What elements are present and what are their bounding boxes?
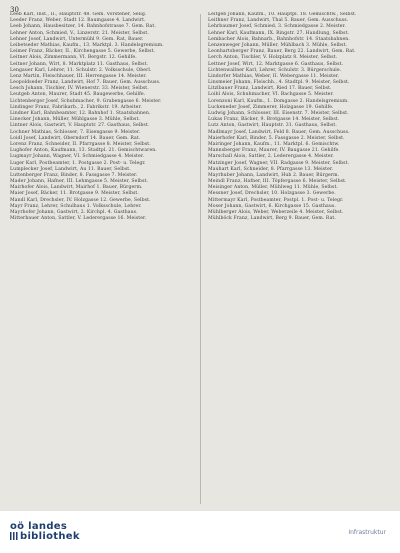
logo-line-1: oö landes [10, 521, 68, 532]
logo-line-2-text: bibliothek [20, 531, 80, 542]
directory-entry: Lochner Mathias, Schlosser, 7. Eisengasse 9. Meister. [10, 129, 141, 135]
directory-entry: Luger Karl, Postbeamter, 1. Postgasse 2. Post- u. Telegr. [10, 160, 146, 166]
directory-entry: Mittermayr Karl, Postbeamter, Postpl. 1. Post- u. Telegr. [208, 197, 344, 203]
directory-entry: Madlmayr Josef, Landwirt, Feld 8. Bauer, Gem. Ausschuss. [208, 129, 350, 135]
directory-entry: Maier Josef, Bäcker, 11. Brotgasse 9. Meister, Selbst. [10, 191, 139, 197]
directory-entry: Mayrhuber Johann, Landwirt, Hub 2. Bauer, Bürgerm. [208, 172, 340, 178]
directory-entry: Lichtenberger Josef, Schuhmacher, 9. Grabengasse 6. Meister. [10, 98, 162, 104]
directory-entry: Leutgeb Anton, Maurer, Stadt 45. Baugewerbe, Gehilfe. [10, 92, 146, 98]
directory-entry: Moser Johann, Gastwirt, 6. Kirchgasse 15. Gasthaus. [208, 203, 336, 209]
directory-entry: Lesch Johann, Tischler, IV. Wienerstr. 33. Meister, Selbst. [10, 86, 149, 92]
directory-entry: Mader Johann, Hafner, III. Lehmgasse 5. Meister, Selbst. [10, 179, 149, 185]
directory-entry: Linsmeier Johann, Fleischh., 4. Stadtpl. 9. Meister, Selbst. [208, 80, 350, 86]
directory-entry: Lembacher Alois, Bahnarb., Bahnhofstr. 14. Staatsbahnen. [208, 36, 350, 42]
directory-entry: Leeder Franz, Weber, Stadt 12. Baumgasse 4. Landwirt. [10, 18, 146, 24]
directory-entry: Mayrhofer Johann, Gastwirt, 2. Kirchpl. 4. Gasthaus. [10, 210, 138, 215]
directory-entry: Leopoldseder Franz, Landwirt, Hof 7. Bauer, Gem. Ausschuss. [10, 80, 161, 86]
directory-entry: Mühlböck Franz, Landwirt, Berg 9. Bauer, Gem. Rat. [208, 216, 336, 222]
directory-entry: Marschall Alois, Sattler, 2. Lederergasse 4. Meister. [208, 154, 334, 160]
directory-entry: Meindl Franz, Hafner, III. Töpfergasse 6. Meister, Selbst. [208, 179, 347, 185]
viewer-footer [0, 510, 400, 553]
directory-entry: Lindinger Franz, Fabrikarb., 2. Fabrikstr. 19. Arbeiter. [10, 104, 142, 110]
directory-entry: Leeb Karl, Inst., II., Hauptstr. 48. Gem. Vorsteher, Selig. [10, 12, 147, 17]
viewer-link[interactable]: Infrastruktur [348, 529, 386, 536]
directory-entry: Leitner Johann, Wirt, 8. Marktplatz 11. Gasthaus, Selbst. [10, 61, 149, 67]
logo-line-2 [10, 532, 80, 542]
directory-entry: Leonhartsberger Franz, Bauer, Berg 22. Landwirt, Gem. Rat. [208, 49, 356, 55]
directory-entry: Mandl Karl, Drechsler, IV. Holzgasse 12. Gewerbe, Selbst. [10, 197, 151, 203]
directory-entry: Lehner Karl, Kaufmann, IX. Ringstr. 27. Handlung, Selbst. [208, 30, 350, 36]
logo-bars-icon [10, 532, 18, 540]
directory-entry: Leibetseder Mathias, Kaufm., 13. Marktpl. 3. Handelsgremium. [10, 42, 164, 48]
directory-entry: Lichtenwallner Karl, Lehrer, Schulstr. 3. Bürgerschule. [208, 67, 342, 73]
directory-entry: Mannsberger Franz, Maurer, IV. Baugasse 21. Gehilfe. [208, 148, 340, 154]
directory-entry: Mairhofer Alois, Landwirt, Mairhof 1. Bauer, Bürgerm. [10, 185, 143, 191]
directory-entry: Linecker Johann, Müller, Mühlgasse 3. Mühle, Selbst. [10, 117, 140, 123]
directory-entry: Lerch Anton, Tischler, V. Holzplatz 8. Meister, Selbst. [208, 55, 338, 61]
directory-entry: Lehner Josef, Landwirt, Untermühl 9. Gem. Rat, Bauer. [10, 36, 144, 42]
directory-entry: Lettner Josef, Wirt, 12. Marktgasse 6. Gasthaus, Selbst. [208, 61, 344, 67]
directory-entry: Mühlberger Alois, Weber, Weberzeile 4. Meister, Selbst. [208, 210, 344, 215]
directory-entry: Lughofer Anton, Kaufmann, 13. Stadtpl. 21. Gemischtwaren. [10, 148, 157, 154]
directory-entry: Lorenz Franz, Schneider, II. Pfarrgasse 8. Meister, Selbst. [10, 141, 151, 147]
directory-entry: Lehner Anton, Schmied, V., Linzerstr. 21. Meister, Selbst. [10, 30, 149, 36]
directory-entry: Litzlbauer Franz, Landwirt, Ried 17. Bauer, Selbst. [208, 86, 332, 92]
directory-entry: Matzinger Josef, Wagner, VII. Radgasse 9. Meister, Selbst. [208, 160, 350, 166]
page-number: 30 [10, 6, 19, 14]
directory-entry: Lutz Anton, Gastwirt, Hauptstr. 31. Gasthaus, Selbst. [208, 123, 337, 129]
directory-entry: Mitterbauer Anton, Sattler, V. Lederergasse 16. Meister. [10, 216, 147, 222]
directory-entry: Lumplecker Josef, Landwirt, Au 11. Bauer, Selbst. [10, 166, 131, 172]
directory-entry: Leitner Alois, Zimmermann, VI. Bergstr. 12. Gehilfe. [10, 55, 137, 61]
directory-entry: Lehrbaumer Josef, Schmied, 3. Schmiedgasse 2. Meister. [208, 24, 346, 30]
column-divider [200, 14, 201, 504]
directory-entry: Lenz Martin, Fleischhauer, III. Herrengasse 14. Meister. [10, 73, 147, 79]
directory-entry: Lintner Alois, Gastwirt, V. Hauptstr. 27. Gasthaus, Selbst. [10, 123, 150, 129]
directory-entry: Mauhart Karl, Schneider, 8. Pfarrgasse 13. Meister. [208, 166, 334, 172]
directory-entry: Maierhofer Karl, Binder, 5. Fassgasse 2. Meister, Selbst. [208, 135, 345, 141]
directory-entry: Leeb Johann, Hausbesitzer, 14. Bahnhofstrasse 7. Gem. Rat. [10, 24, 156, 30]
directory-entry: Meisinger Anton, Müller, Mühlweg 11. Mühle, Selbst. [208, 185, 338, 191]
directory-entry: Lorenzoni Karl, Kaufm., 1. Domgasse 2. Handelsgremium. [208, 98, 349, 104]
directory-entry: Lukas Franz, Bäcker, 9. Brotgasse 14. Meister, Selbst. [208, 117, 340, 123]
directory-entry: Lenzenweger Johann, Müller, Mühlbach 3. Mühle, Selbst. [208, 42, 348, 48]
left-column [10, 12, 192, 506]
directory-entry: Lindorfer Mathias, Weber, II. Webergasse 11. Meister. [208, 73, 340, 79]
directory-entry: Mayr Franz, Lehrer, Schulhaus 1. Volksschule, Lehrer. [10, 203, 142, 209]
directory-entry: Lindner Karl, Bahnbeamter, 12. Bahnhof 1. Staatsbahnen. [10, 111, 151, 116]
library-logo[interactable] [10, 522, 80, 542]
directory-entry: Mairinger Johann, Kaufm., 11. Marktpl. 6. Gemischtw. [208, 141, 340, 147]
directory-entry: Leithner Franz, Landwirt, Thal 5. Bauer, Gem. Ausschuss. [208, 18, 349, 24]
directory-entry: Ludwig Johann, Schlosser, III. Eisenstr. 7. Meister, Selbst. [208, 111, 349, 116]
directory-entry: Loibl Alois, Schuhmacher, VI. Bachgasse 5. Meister. [208, 92, 334, 98]
directory-entry: Lengauer Karl, Lehrer, 11. Schulstr. 2. Volksschule, Oberl. [10, 67, 152, 73]
directory-entry: Luttenberger Franz, Binder, 8. Fassgasse 7. Meister. [10, 172, 138, 178]
directory-entry: Luckeneder Josef, Zimmerer, Holzgasse 19. Gehilfe. [208, 104, 334, 110]
directory-entry: Messner Josef, Drechsler, 10. Holzgasse 3. Gewerbe. [208, 191, 336, 197]
right-column [208, 12, 390, 506]
directory-entry: Lugmayr Johann, Wagner, VI. Schmiedgasse 4. Meister. [10, 154, 145, 160]
directory-entry: Leitgeb Johann, Kaufm., 10. Hauptpl. 18. Gemischtw., Selbst. [208, 12, 357, 17]
directory-entry: Leimer Franz, Bäcker, II., Kirchengasse 5. Gewerbe, Selbst. [10, 49, 156, 55]
directory-entry: Loidl Josef, Landwirt, Oberndorf 14. Bauer, Gem. Rat. [10, 135, 141, 141]
